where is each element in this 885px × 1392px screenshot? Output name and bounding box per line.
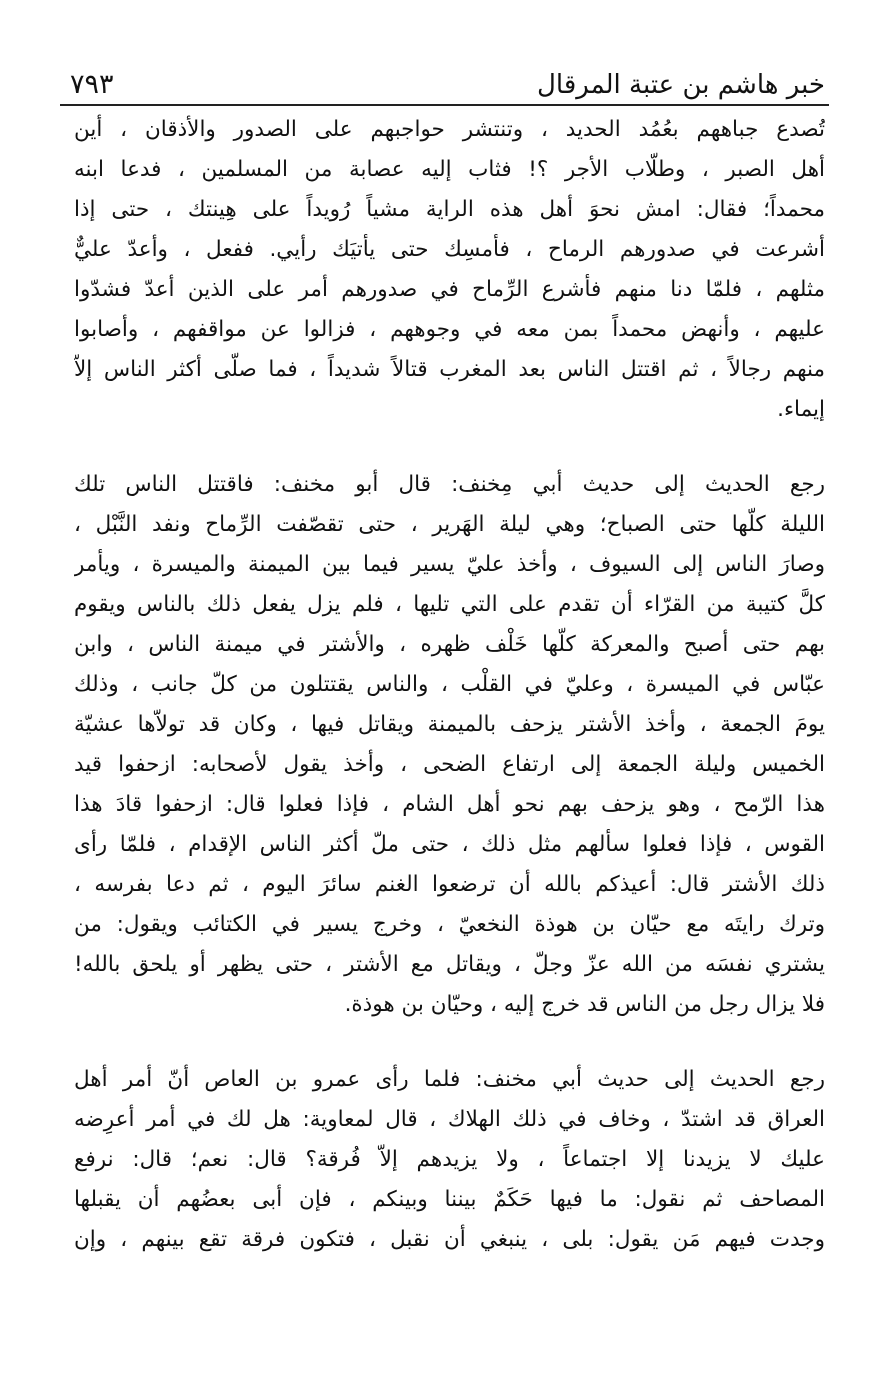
text-line: القوس ، فإذا فعلوا سألهم مثل ذلك ، حتى ملّ أكثر الناس الإقدام ، فلمّا رأى <box>74 832 825 857</box>
text-line: عليك لا يزيدنا إلا اجتماعاً ، ولا يزيدهم إلاّ فُرقة؟ قال: نعم؛ قال: نرفع <box>74 1147 825 1172</box>
text-line: وجدت فيهم مَن يقول: بلى ، ينبغي أن نقبل ، فتكون فرقة تقع بينهم ، وإن <box>74 1227 825 1252</box>
text-line: الليلة كلّها حتى الصباح؛ وهي ليلة الهَرير ، حتى تقصّفت الرِّماح ونفد النَّبْل ، <box>74 512 825 537</box>
text-line: رجع الحديث إلى حديث أبي مِخنف: قال أبو مخنف: فاقتتل الناس تلك <box>74 472 825 497</box>
header-divider <box>60 104 829 106</box>
text-line: المصاحف ثم نقول: ما فيها حَكَمٌ بيننا وبينكم ، فإن أبى بعضُهم أن يقبلها <box>74 1187 825 1212</box>
text-line: رجع الحديث إلى حديث أبي مخنف: فلما رأى عمرو بن العاص أنّ أمر أهل <box>74 1067 825 1092</box>
text-line: أشرعت في صدورهم الرماح ، فأمسِك حتى يأتيَك رأيي. ففعل ، وأعدّ عليٌّ <box>74 237 825 262</box>
text-line: إيماء. <box>777 397 825 422</box>
text-line: العراق قد اشتدّ ، وخاف في ذلك الهلاك ، قال لمعاوية: هل لك في أمر أعرِضه <box>74 1107 825 1132</box>
text-line: أهل الصبر ، وطلّاب الأجر ؟! فثاب إليه عصابة من المسلمين ، فدعا ابنه <box>74 157 825 182</box>
text-line: ذلك الأشتر قال: أعيذكم بالله أن ترضعوا الغنم سائرَ اليوم ، ثم دعا بفرسه ، <box>74 872 825 897</box>
text-line: يشتري نفسَه من الله عزّ وجلّ ، ويقاتل مع الأشتر ، حتى يظهر أو يلحق بالله! <box>74 952 825 977</box>
text-line: كلَّ كتيبة من القرّاء أن تقدم على التي تليها ، فلم يزل يفعل ذلك بالناس ويقوم <box>74 592 825 617</box>
page-number: ٧٩٣ <box>70 69 114 100</box>
page-header <box>70 58 825 102</box>
text-line: فلا يزال رجل من الناس قد خرج إليه ، وحيّان بن هوذة. <box>344 992 825 1017</box>
text-line: وترك رايتَه مع حيّان بن هوذة النخعيّ ، وخرج يسير في الكتائب ويقول: من <box>74 912 825 937</box>
paragraph-3 <box>74 1060 825 1260</box>
text-line: محمداً؛ فقال: امش نحوَ أهل هذه الراية مشياً رُويداً على هِينتك ، حتى إذا <box>74 197 825 222</box>
text-line: بهم حتى أصبح والمعركة كلّها خَلْف ظهره ، والأشتر في ميمنة الناس ، وابن <box>74 632 825 657</box>
text-line: وصارَ الناس إلى السيوف ، وأخذ عليّ يسير فيما بين الميمنة والميسرة ، ويأمر <box>74 552 825 577</box>
text-line: عبّاس في الميسرة ، وعليّ في القلْب ، والناس يقتتلون من كلّ جانب ، وذلك <box>74 672 825 697</box>
text-line: تُصدع جباههم بعُمُد الحديد ، وتنتشر حواجبهم على الصدور والأذقان ، أين <box>74 117 825 142</box>
paragraph-spacer <box>74 1025 825 1060</box>
running-title: خبر هاشم بن عتبة المرقال <box>537 70 825 100</box>
text-line: الخميس وليلة الجمعة إلى ارتفاع الضحى ، وأخذ يقول لأصحابه: ازحفوا قيد <box>74 752 825 777</box>
paragraph-2 <box>74 465 825 1025</box>
text-line: عليهم ، وأنهض محمداً بمن معه في وجوههم ، فزالوا عن مواقفهم ، وأصابوا <box>74 317 825 342</box>
paragraph-spacer <box>74 430 825 465</box>
text-line: يومَ الجمعة ، وأخذ الأشتر يزحف بالميمنة ويقاتل فيها ، وكان قد تولاّها عشيّة <box>74 712 825 737</box>
body-text <box>74 110 825 1260</box>
text-line: هذا الرّمح ، وهو يزحف بهم نحو أهل الشام ، فإذا فعلوا قال: ازحفوا قادَ هذا <box>74 792 825 817</box>
text-line: مثلهم ، فلمّا دنا منهم فأشرع الرِّماح في صدورهم أمر على الذين أعدّ فشدّوا <box>74 277 825 302</box>
paragraph-1 <box>74 110 825 430</box>
text-line: منهم رجالاً ، ثم اقتتل الناس بعد المغرب قتالاً شديداً ، فما صلّى أكثر الناس إلاّ <box>74 357 825 382</box>
